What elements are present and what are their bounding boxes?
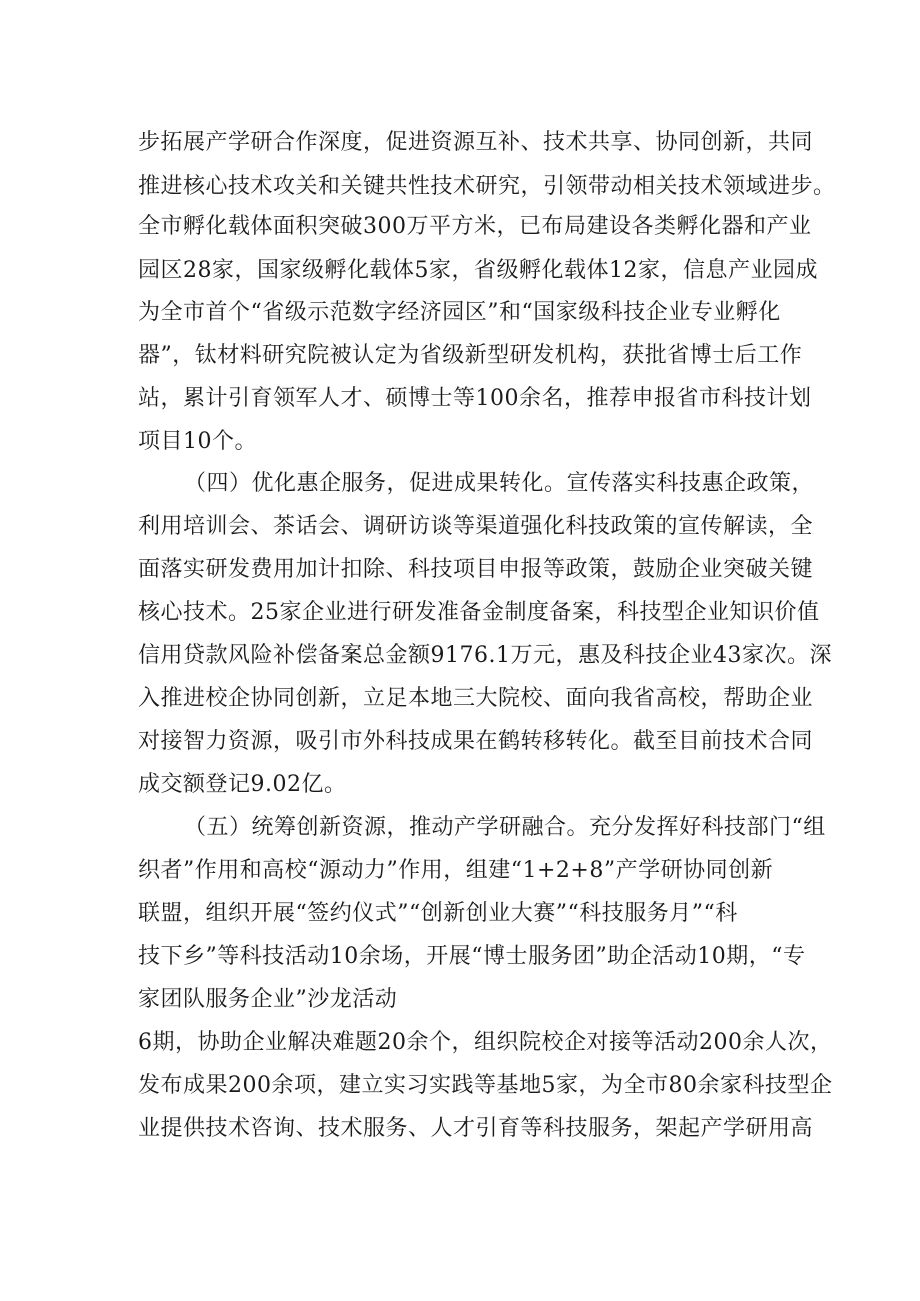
text-line: 织者”作用和高校“源动力”作用，组建“1+2+8”产学研协同创新	[138, 858, 774, 883]
text-line: 面落实研发费用加计扣除、科技项目申报等政策，鼓励企业突破关键	[138, 557, 814, 582]
text-line: 全市孵化载体面积突破300万平方米，已布局建设各类孵化器和产业	[138, 214, 812, 239]
text-line: 入推进校企协同创新，立足本地三大院校、面向我省高校，帮助企业	[138, 686, 814, 711]
section-heading-line: （五）统筹创新资源，推动产学研融合。充分发挥好科技部门“组	[184, 815, 826, 840]
text-line: 信用贷款风险补偿备案总金额9176.1万元，惠及科技企业43家次。深	[138, 643, 832, 668]
text-line: 技下乡”等科技活动10余场，开展“博士服务团”助企活动10期，“专	[138, 944, 806, 969]
text-line: 站，累计引育领军人才、硕博士等100余名，推荐申报省市科技计划	[138, 386, 812, 411]
text-line: 步拓展产学研合作深度，促进资源互补、技术共享、协同创新，共同	[138, 130, 814, 155]
text-line: 器”，钛材料研究院被认定为省级新型研发机构，获批省博士后工作	[138, 343, 803, 368]
text-line: 项目10个。	[138, 429, 257, 454]
text-line: 6期，协助企业解决难题20余个，组织院校企对接等活动200余人次，	[138, 1030, 833, 1055]
text-line: 联盟，组织开展“签约仪式”“创新创业大赛”“科技服务月”“科	[138, 901, 738, 926]
text-line: 推进核心技术攻关和关键共性技术研究，引领带动相关技术领域进步。	[138, 174, 836, 199]
text-line: 发布成果200余项，建立实习实践等基地5家，为全市80余家科技型企	[138, 1073, 833, 1098]
text-line: 成交额登记9.02亿。	[138, 772, 347, 797]
text-line: 对接智力资源，吸引市外科技成果在鹤转移转化。截至目前技术合同	[138, 729, 814, 754]
text-line: 核心技术。25家企业进行研发准备金制度备案，科技型企业知识价值	[138, 600, 820, 625]
section-heading-line: （四）优化惠企服务，促进成果转化。宣传落实科技惠企政策，	[184, 471, 815, 496]
text-line: 业提供技术咨询、技术服务、人才引育等科技服务，架起产学研用高	[138, 1116, 814, 1141]
text-line: 利用培训会、茶话会、调研访谈等渠道强化科技政策的宣传解读，全	[138, 514, 814, 539]
text-line: 家团队服务企业”沙龙活动	[138, 987, 398, 1012]
text-line: 为全市首个“省级示范数字经济园区”和“国家级科技企业专业孵化	[138, 300, 781, 325]
text-line: 园区28家，国家级孵化载体5家，省级孵化载体12家，信息产业园成	[138, 258, 818, 283]
